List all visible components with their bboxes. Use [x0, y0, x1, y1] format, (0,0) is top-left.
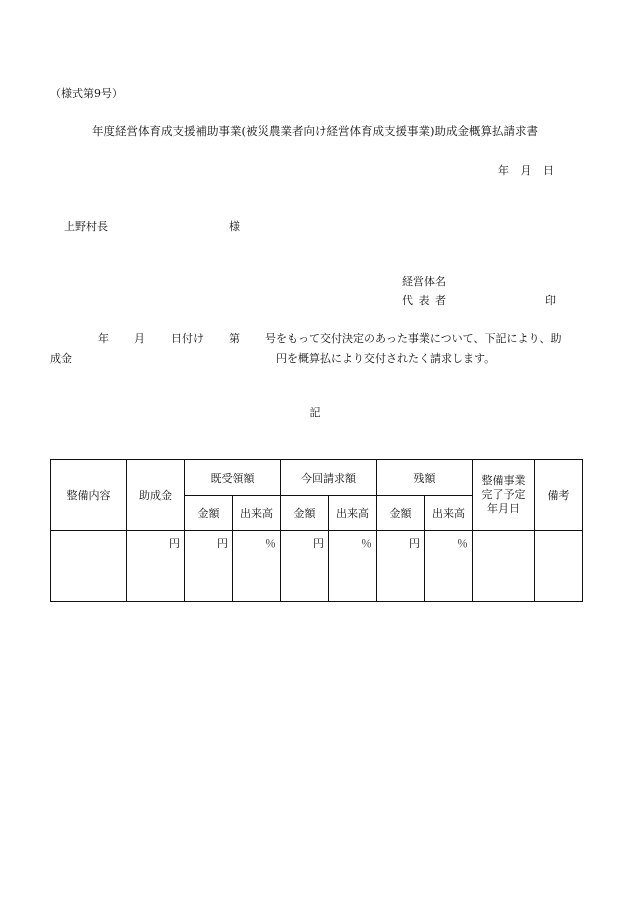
table-row: [51, 531, 583, 602]
header-remaining-amount: 金額: [377, 496, 425, 531]
header-remaining-progress: 出来高: [425, 496, 473, 531]
cell-received-progress: ％: [233, 531, 281, 602]
header-remarks: 備考: [535, 460, 583, 531]
header-received: 既受領額: [185, 460, 281, 496]
header-current: 今回請求額: [281, 460, 377, 496]
cell-content: [51, 531, 127, 602]
header-current-progress: 出来高: [329, 496, 377, 531]
form-number: （様式第9号）: [50, 87, 123, 100]
header-completion-line1: 整備事業: [481, 474, 526, 487]
table-header-row-1: [51, 460, 583, 496]
cell-grant: 円: [127, 531, 185, 602]
addressee-suffix: 様: [229, 220, 240, 233]
addressee-name: 上野村長: [64, 220, 108, 233]
header-current-amount: 金額: [281, 496, 329, 531]
header-completion-line3: 年月日: [487, 502, 520, 515]
header-remaining: 残額: [377, 460, 473, 496]
date-line: [490, 162, 554, 178]
body-sentence-2: 円を概算払により交付されたく請求します。: [276, 352, 496, 365]
cell-received-amount: 円: [185, 531, 233, 602]
ki-heading: 記: [309, 406, 321, 419]
date-month: 月: [520, 164, 532, 177]
header-grant: 助成金: [127, 460, 185, 531]
cell-current-progress: ％: [329, 531, 377, 602]
body-line2-start: 成金: [50, 352, 72, 365]
body-year: 年: [98, 332, 109, 345]
header-received-amount: 金額: [185, 496, 233, 531]
document-title: 年度経営体育成支援補助事業(被災農業者向け経営体育成支援事業)助成金概算払請求書: [92, 124, 538, 138]
body-month: 月: [134, 332, 145, 345]
body-no-prefix: 第: [229, 332, 240, 345]
header-completion-date: [473, 460, 535, 531]
date-day: 日: [543, 164, 554, 177]
cell-remaining-progress: ％: [425, 531, 473, 602]
date-year: 年: [498, 164, 509, 177]
grant-request-table: [50, 459, 583, 602]
header-content: 整備内容: [51, 460, 127, 531]
cell-completion-date: [473, 531, 535, 602]
body-day: 日付け: [171, 332, 204, 345]
cell-current-amount: 円: [281, 531, 329, 602]
body-sentence-1: 号をもって交付決定のあった事業について、下記により、助: [265, 332, 562, 345]
cell-remaining-amount: 円: [377, 531, 425, 602]
seal-mark: 印: [545, 294, 556, 307]
applicant-rep-label: 代 表 者: [402, 294, 447, 307]
header-completion-line2: 完了予定: [481, 488, 526, 501]
cell-remarks: [535, 531, 583, 602]
applicant-org-label: 経営体名: [402, 275, 446, 288]
header-received-progress: 出来高: [233, 496, 281, 531]
